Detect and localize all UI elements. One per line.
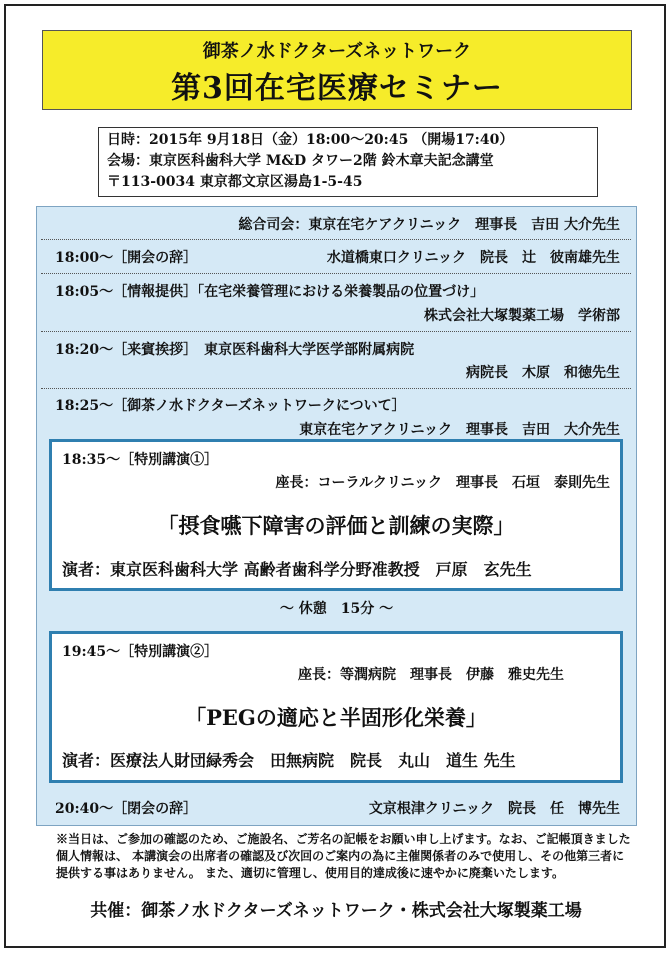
co-sponsors: 共催：御茶ノ水ドクターズネットワーク・株式会社大塚製薬工場 <box>90 901 582 921</box>
opening-speaker: 水道橋東口クリニック 院長 辻 彼南雄先生 <box>326 250 620 266</box>
special-lecture-1 <box>49 439 623 591</box>
special-lecture-2-speaker: 演者：医療法人財団緑秀会 田無病院 院長 丸山 道生 先生 <box>62 751 516 770</box>
privacy-note: ※当日は、ご参加の確認のため、ご施設名、ご芳名の記帳をお願い申し上げます。なお、ご記帳頂きました個人情報は、 本講演会の出席者の確認及び次回のご案内の為に主催関係者のみで使用し、その他第三者に提供する事はありません。 また、適切に管理し、使用目的達成後に速やかに廃棄いたします。 <box>56 832 631 880</box>
special-lecture-1-speaker: 演者：東京医科歯科大学 高齢者歯科学分野准教授 戸原 玄先生 <box>62 560 532 579</box>
guest-greeting: 18:20～［来賓挨拶］ 東京医科歯科大学医学部附属病院 <box>55 342 415 358</box>
network-intro: 18:25～［御茶ノ水ドクターズネットワークについて］ <box>55 398 406 414</box>
divider <box>41 273 631 274</box>
divider <box>41 388 631 389</box>
special-lecture-1-title: 「摂食嚥下障害の評価と訓練の実際」 <box>157 513 515 538</box>
special-lecture-2-chair: 座長：等潤病院 理事長 伊藤 雅史先生 <box>298 667 564 683</box>
divider <box>41 331 631 332</box>
special-lecture-2-title: 「PEGの適応と半固形化栄養」 <box>185 705 487 730</box>
break-notice: ～ 休憩 15分 ～ <box>279 601 394 617</box>
master-of-ceremonies: 総合司会：東京在宅ケアクリニック 理事長 吉田 大介先生 <box>238 217 620 233</box>
event-venue: 会場：東京医科歯科大学 M&D タワー2階 鈴木章夫記念講堂 <box>107 153 494 169</box>
closing-speaker: 文京根津クリニック 院長 任 博先生 <box>368 801 620 817</box>
organizer-name: 御茶ノ水ドクターズネットワーク <box>202 41 472 62</box>
event-date: 日時：2015年 9月18日（金）18:00～20:45 （開場17:40） <box>107 132 514 148</box>
info-provider: 株式会社大塚製薬工場 学術部 <box>424 308 620 324</box>
event-info-box <box>98 127 598 197</box>
event-address: 〒113-0034 東京都文京区湯島1-5-45 <box>107 174 363 190</box>
special-lecture-2 <box>49 631 623 783</box>
divider <box>41 239 631 240</box>
network-intro-speaker: 東京在宅ケアクリニック 理事長 吉田 大介先生 <box>299 422 620 438</box>
info-provision: 18:05～［情報提供］「在宅栄養管理における栄養製品の位置づけ」 <box>55 284 485 300</box>
special-lecture-1-time: 18:35～［特別講演①］ <box>62 452 219 468</box>
flyer-header <box>42 30 632 110</box>
closing-time: 20:40～［閉会の辞］ <box>55 801 198 817</box>
guest-speaker: 病院長 木原 和徳先生 <box>466 365 620 381</box>
special-lecture-2-time: 19:45～［特別講演②］ <box>62 644 219 660</box>
opening-time: 18:00～［開会の辞］ <box>55 250 198 266</box>
program-panel <box>36 206 637 826</box>
special-lecture-1-chair: 座長：コーラルクリニック 理事長 石垣 泰則先生 <box>275 475 610 491</box>
seminar-title: 第3回在宅医療セミナー <box>171 71 503 106</box>
